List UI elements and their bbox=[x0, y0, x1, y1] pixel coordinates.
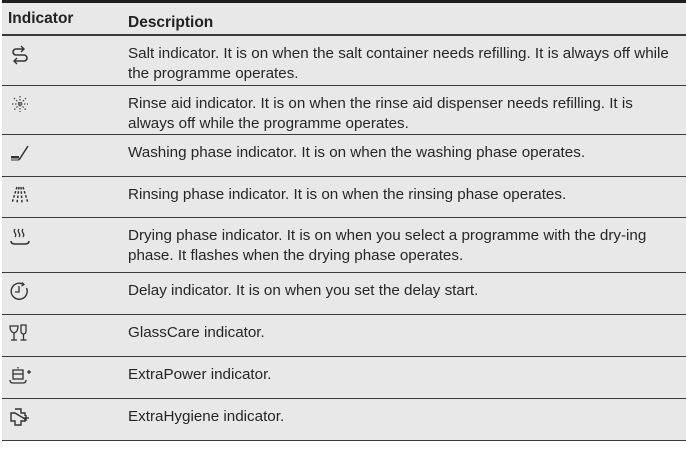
indicator-table bbox=[2, 0, 686, 441]
table-row bbox=[2, 86, 686, 135]
row-description: ExtraHygiene indicator. bbox=[128, 408, 285, 425]
row-description: Salt indicator. It is on when the salt container needs refilling. It is always off while the programme operates. bbox=[128, 45, 669, 82]
washing-phase-icon bbox=[8, 142, 32, 164]
table-row bbox=[2, 218, 686, 273]
row-description: Rinse aid indicator. It is on when the rinse aid dispenser needs refilling. It is always off while the programme operates. bbox=[128, 95, 633, 132]
table-row bbox=[2, 177, 686, 218]
row-description: Rinsing phase indicator. It is on when the rinsing phase operates. bbox=[128, 186, 567, 203]
salt-icon bbox=[8, 43, 32, 65]
table-row bbox=[2, 315, 686, 357]
table-row bbox=[2, 357, 686, 399]
rinse-aid-icon bbox=[8, 93, 32, 115]
table-row bbox=[2, 273, 686, 315]
row-description: Washing phase indicator. It is on when the washing phase operates. bbox=[128, 144, 586, 161]
table-row bbox=[2, 36, 686, 86]
row-description: Drying phase indicator. It is on when you select a programme with the dry-ing phase. It flashes when the drying phase operates. bbox=[128, 227, 647, 264]
table-row bbox=[2, 135, 686, 177]
rinsing-phase-icon bbox=[8, 184, 32, 206]
row-description: Delay indicator. It is on when you set the delay start. bbox=[128, 282, 479, 299]
table-row bbox=[2, 399, 686, 441]
extrapower-icon bbox=[8, 364, 32, 386]
header-description: Description bbox=[128, 13, 214, 31]
row-description: ExtraPower indicator. bbox=[128, 366, 272, 383]
row-description: GlassCare indicator. bbox=[128, 324, 265, 341]
extrahygiene-icon bbox=[8, 406, 32, 428]
drying-phase-icon bbox=[8, 225, 32, 247]
glasscare-icon bbox=[8, 322, 32, 344]
header-indicator: Indicator bbox=[8, 9, 74, 27]
delay-clock-icon bbox=[8, 280, 32, 302]
table-header-row bbox=[2, 3, 686, 36]
